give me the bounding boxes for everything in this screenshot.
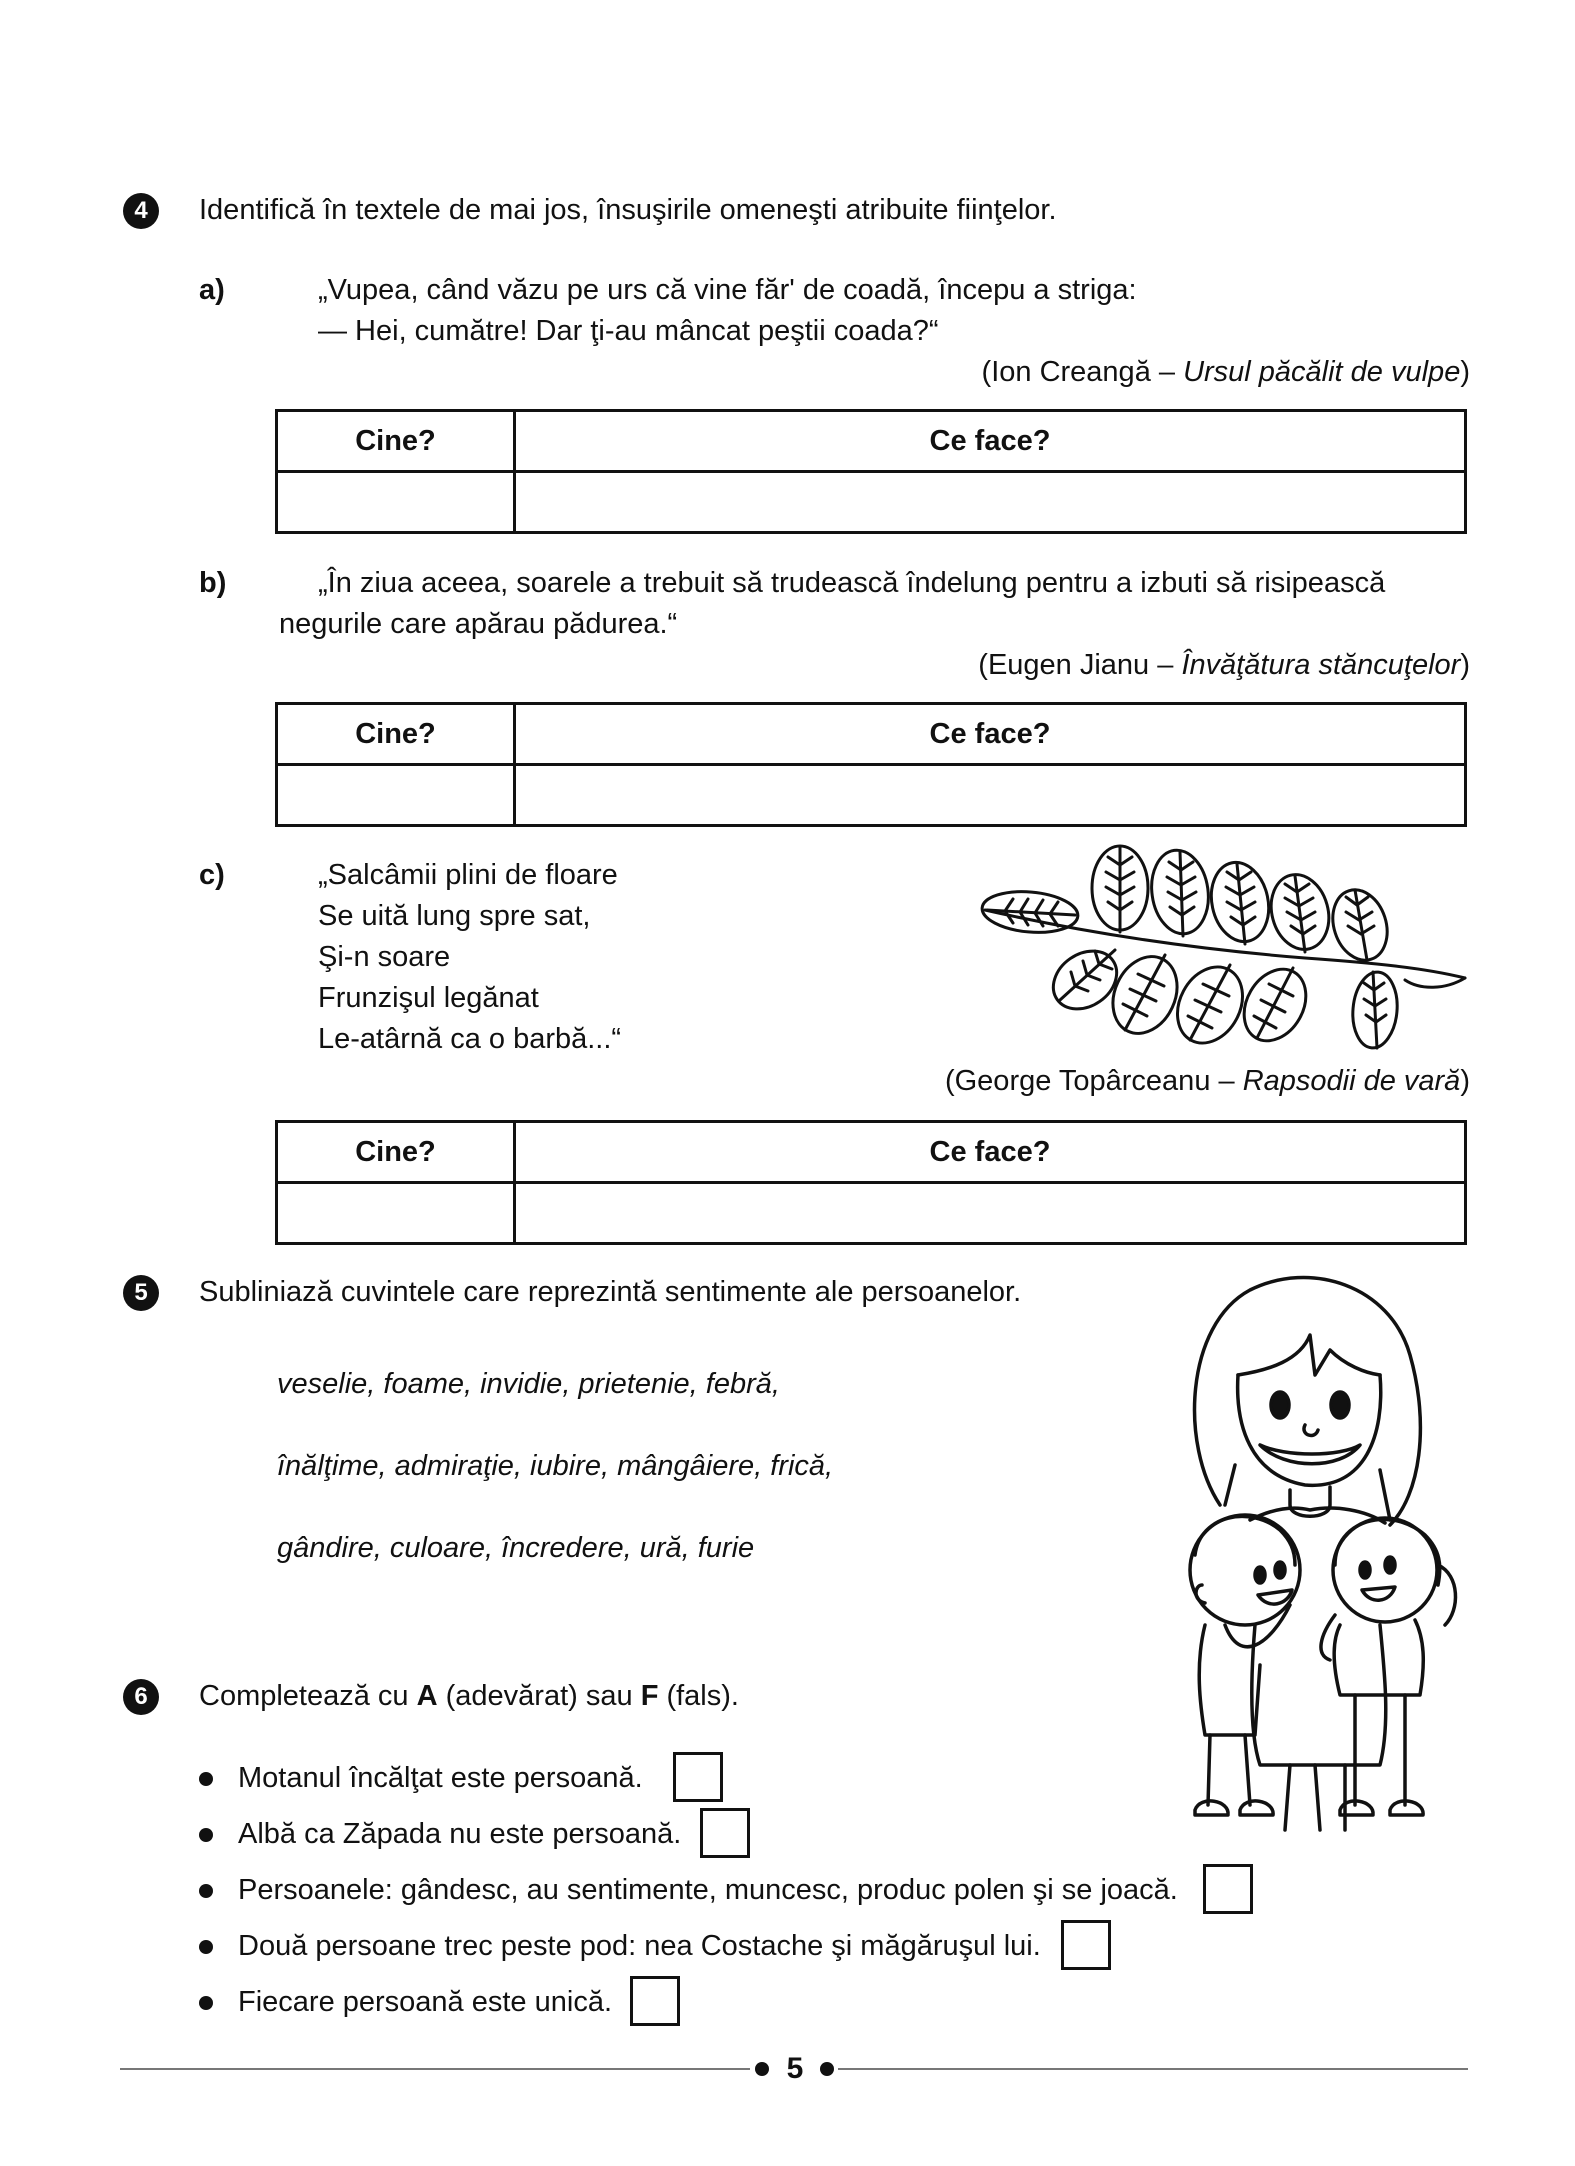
footer-rule-right bbox=[838, 2068, 1468, 2070]
page-number: 5 bbox=[786, 2052, 804, 2085]
answer-box-5[interactable] bbox=[630, 1976, 680, 2026]
statement-2: Albă ca Zăpada nu este persoană. bbox=[238, 1818, 682, 1850]
footer-dot-left bbox=[755, 2062, 769, 2076]
header-what: Ce face? bbox=[515, 411, 1466, 472]
instruction-part: Completează cu bbox=[199, 1680, 417, 1712]
exercise-4-instruction: Identifică în textele de mai jos, însuşirile omeneşti atribuite fiinţelor. bbox=[199, 194, 1057, 226]
answer-box-3[interactable] bbox=[1203, 1864, 1253, 1914]
source-end: ) bbox=[1460, 649, 1470, 681]
answer-what-cell[interactable] bbox=[515, 765, 1466, 826]
part-b-line-2: negurile care apărau pădurea.“ bbox=[279, 608, 678, 640]
part-a-source bbox=[982, 352, 1470, 393]
acacia-branch-icon bbox=[975, 840, 1475, 1060]
answer-what-cell[interactable] bbox=[515, 1183, 1466, 1244]
answer-table-a bbox=[275, 409, 1467, 534]
instruction-part: (adevărat) sau bbox=[437, 1680, 641, 1712]
source-title: Ursul păcălit de vulpe bbox=[1183, 356, 1461, 388]
header-who: Cine? bbox=[277, 704, 515, 765]
answer-table-c bbox=[275, 1120, 1467, 1245]
source-end: ) bbox=[1460, 1065, 1470, 1097]
statement-3: Persoanele: gândesc, au sentimente, muncesc, produc polen şi se joacă. bbox=[238, 1874, 1178, 1906]
header-who: Cine? bbox=[277, 411, 515, 472]
answer-box-2[interactable] bbox=[700, 1808, 750, 1858]
answer-who-cell[interactable] bbox=[277, 1183, 515, 1244]
part-a-line-1: „Vupea, când văzu pe urs că vine făr' de coadă, începu a striga: bbox=[318, 274, 1137, 306]
statement-4: Două persoane trec peste pod: nea Costache şi măgăruşul lui. bbox=[238, 1930, 1041, 1962]
bullet-dot bbox=[199, 1940, 213, 1954]
bullet-dot bbox=[199, 1996, 213, 2010]
mother-children-hug-icon bbox=[1140, 1265, 1470, 1845]
exercise-4-number: 4 bbox=[123, 193, 159, 229]
exercise-5-number: 5 bbox=[123, 1275, 159, 1311]
answer-what-cell[interactable] bbox=[515, 472, 1466, 533]
footer-rule-left bbox=[120, 2068, 750, 2070]
letter-f: F bbox=[640, 1680, 659, 1712]
word-line-3[interactable]: gândire, culoare, încredere, ură, furie bbox=[277, 1532, 755, 1564]
poem-line-2: Se uită lung spre sat, bbox=[318, 900, 591, 932]
bullet-dot bbox=[199, 1828, 213, 1842]
source-author: (George Topârceanu – bbox=[944, 1065, 1243, 1097]
answer-box-4[interactable] bbox=[1061, 1920, 1111, 1970]
letter-a: A bbox=[416, 1680, 438, 1712]
exercise-5-instruction: Subliniază cuvintele care reprezintă sentimente ale persoanelor. bbox=[199, 1276, 1022, 1308]
part-a-label: a) bbox=[199, 274, 225, 306]
part-b-source bbox=[978, 645, 1470, 686]
part-a-line-2: — Hei, cumătre! Dar ţi-au mâncat peştii coada?“ bbox=[318, 315, 939, 347]
answer-who-cell[interactable] bbox=[277, 472, 515, 533]
source-author: (Eugen Jianu – bbox=[978, 649, 1182, 681]
source-end: ) bbox=[1460, 356, 1470, 388]
statement-5: Fiecare persoană este unică. bbox=[238, 1986, 612, 2018]
word-line-1[interactable]: veselie, foame, invidie, prietenie, febră, bbox=[277, 1368, 780, 1400]
header-who: Cine? bbox=[277, 1122, 515, 1183]
poem-line-4: Frunzişul legănat bbox=[318, 982, 539, 1014]
instruction-part: (fals). bbox=[658, 1680, 739, 1712]
answer-who-cell[interactable] bbox=[277, 765, 515, 826]
part-c-label: c) bbox=[199, 859, 225, 891]
answer-table-b bbox=[275, 702, 1467, 827]
part-c-source bbox=[945, 1061, 1470, 1102]
poem-line-3: Şi-n soare bbox=[318, 941, 451, 973]
footer-dot-right bbox=[820, 2062, 834, 2076]
exercise-6-instruction bbox=[199, 1676, 739, 1717]
statement-1: Motanul încălţat este persoană. bbox=[238, 1762, 643, 1794]
part-b-label: b) bbox=[199, 567, 227, 599]
poem-line-1: „Salcâmii plini de floare bbox=[318, 859, 618, 891]
part-b-line-1: „În ziua aceea, soarele a trebuit să trudească îndelung pentru a izbuti să risipească bbox=[318, 567, 1386, 599]
source-title: Învăţătura stăncuţelor bbox=[1181, 649, 1461, 681]
poem-line-5: Le-atârnă ca o barbă...“ bbox=[318, 1023, 622, 1055]
source-title: Rapsodii de vară bbox=[1242, 1065, 1461, 1097]
source-author: (Ion Creangă – bbox=[981, 356, 1184, 388]
header-what: Ce face? bbox=[515, 704, 1466, 765]
bullet-dot bbox=[199, 1772, 213, 1786]
word-line-2[interactable]: înălţime, admiraţie, iubire, mângâiere, frică, bbox=[277, 1450, 834, 1482]
bullet-dot bbox=[199, 1884, 213, 1898]
header-what: Ce face? bbox=[515, 1122, 1466, 1183]
answer-box-1[interactable] bbox=[673, 1752, 723, 1802]
exercise-6-number: 6 bbox=[123, 1679, 159, 1715]
